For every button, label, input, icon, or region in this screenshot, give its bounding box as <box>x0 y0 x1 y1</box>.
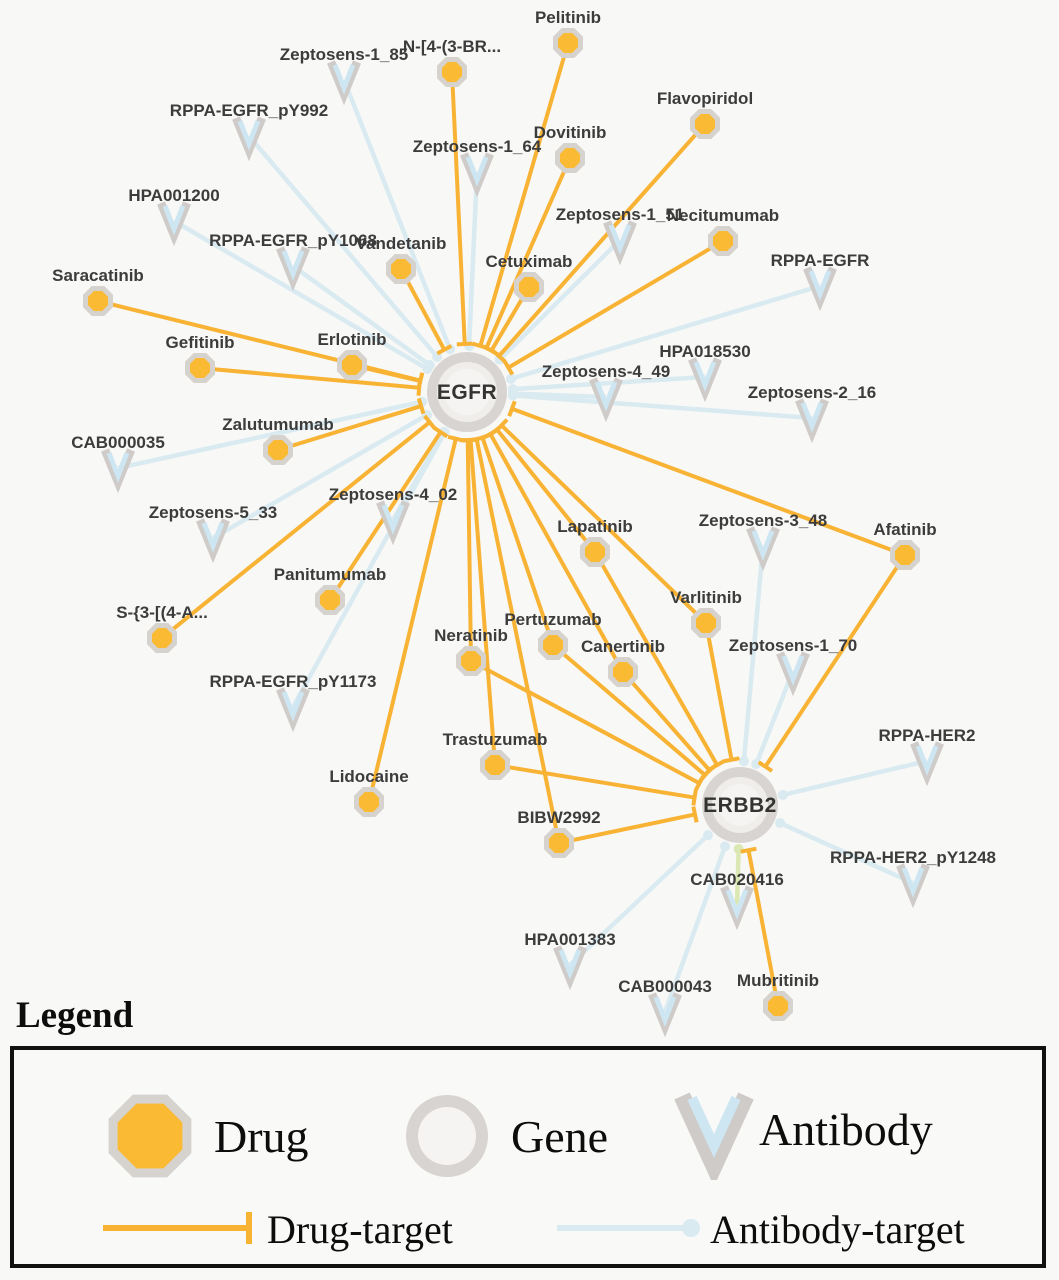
drug-node-s-3-4-a[interactable] <box>150 626 175 651</box>
antibody-node-zeptosens-3-48[interactable] <box>750 528 776 560</box>
edge-antibody-target-egfr-zeptosens-1-64 <box>469 172 477 346</box>
node-label-lidocaine: Lidocaine <box>329 767 409 786</box>
antibody-node-rppa-egfr[interactable] <box>807 268 833 300</box>
node-label-flavopiridol: Flavopiridol <box>656 89 754 108</box>
node-label-hpa001200: HPA001200 <box>128 186 220 205</box>
node-label-erlotinib: Erlotinib <box>317 330 387 349</box>
node-label-hpa018530: HPA018530 <box>659 342 751 361</box>
node-label-cab000043: CAB000043 <box>618 977 712 996</box>
drug-octagon-icon <box>611 660 636 685</box>
drug-node-n-4-3-br[interactable] <box>440 60 465 85</box>
drug-node-bibw2992[interactable] <box>547 831 572 856</box>
legend-gene-label: Gene <box>511 1111 609 1162</box>
antibody-node-hpa018530[interactable] <box>692 359 718 391</box>
node-label-n-4-3-br: N-[4-(3-BR... <box>402 37 502 56</box>
node-label-rppa-her2-py1248: RPPA-HER2_pY1248 <box>830 848 996 867</box>
drug-node-panitumumab[interactable] <box>318 588 343 613</box>
drug-octagon-icon <box>266 438 291 463</box>
node-label-pertuzumab: Pertuzumab <box>504 610 602 629</box>
node-label-rppa-her2: RPPA-HER2 <box>878 726 976 745</box>
node-label-lapatinib: Lapatinib <box>557 517 633 536</box>
drug-node-lidocaine[interactable] <box>357 790 382 815</box>
node-label-zeptosens-1-70: Zeptosens-1_70 <box>728 636 858 655</box>
drug-octagon-icon <box>86 289 111 314</box>
edge-endpoint-tee <box>693 807 696 823</box>
node-label-panitumumab: Panitumumab <box>273 565 387 584</box>
drug-node-lapatinib[interactable] <box>583 540 608 565</box>
node-label-rppa-egfr-py1173: RPPA-EGFR_pY1173 <box>209 672 377 691</box>
drug-octagon-icon <box>340 353 365 378</box>
drug-octagon-icon <box>483 753 508 778</box>
drug-octagon-icon <box>547 831 572 856</box>
node-label-zeptosens-4-49: Zeptosens-4_49 <box>541 362 671 381</box>
antibody-node-zeptosens-1-70[interactable] <box>780 653 806 685</box>
node-label-zeptosens-2-16: Zeptosens-2_16 <box>747 383 877 402</box>
drug-octagon-icon <box>389 257 414 282</box>
node-label-cetuximab: Cetuximab <box>485 252 573 271</box>
drug-octagon-icon <box>188 356 213 381</box>
node-label-zeptosens-1-51: Zeptosens-1_51 <box>555 205 685 224</box>
antibody-node-zeptosens-1-64[interactable] <box>464 154 490 186</box>
drug-octagon-icon <box>766 994 791 1019</box>
edge-drug-target-egfr-flavopiridol <box>499 124 705 356</box>
edge-endpoint-dot <box>508 390 518 400</box>
node-label-cab000035: CAB000035 <box>71 433 165 452</box>
drug-octagon-icon <box>694 611 719 636</box>
legend-box <box>10 1046 1046 1268</box>
edge-endpoint-tee <box>457 344 473 345</box>
drug-node-dovitinib[interactable] <box>558 146 583 171</box>
node-label-vandetanib: Vandetanib <box>355 234 447 253</box>
drug-octagon-icon <box>893 543 918 568</box>
edge-endpoint-tee <box>448 437 464 441</box>
drug-node-canertinib[interactable] <box>611 660 636 685</box>
node-label-zeptosens-5-33: Zeptosens-5_33 <box>148 503 278 522</box>
node-label-necitumumab: Necitumumab <box>666 206 780 225</box>
legend-drug-target-label: Drug-target <box>267 1207 453 1252</box>
edge-endpoint-dot <box>775 818 785 828</box>
legend-gene-icon <box>401 1090 493 1182</box>
gene-label-erbb2: ERBB2 <box>703 794 777 817</box>
node-label-cab020416: CAB020416 <box>690 870 784 889</box>
legend-antibody-icon <box>666 1080 762 1180</box>
legend-antibody-target-label: Antibody-target <box>710 1207 965 1252</box>
drug-octagon-icon <box>459 649 484 674</box>
drug-octagon-icon <box>517 275 542 300</box>
edge-antibody-target-erbb2-rppa-her2 <box>783 761 927 795</box>
edge-endpoint-tee <box>724 758 740 761</box>
drug-octagon-icon <box>556 31 581 56</box>
drug-octagon-icon <box>558 146 583 171</box>
node-label-zalutumumab: Zalutumumab <box>222 415 334 434</box>
node-labels <box>52 8 996 996</box>
node-label-saracatinib: Saracatinib <box>52 266 144 285</box>
node-label-bibw2992: BIBW2992 <box>517 808 601 827</box>
edge-drug-target-erbb2-canertinib <box>623 672 710 770</box>
antibody-node-rppa-her2[interactable] <box>914 743 940 775</box>
drug-node-varlitinib[interactable] <box>694 611 719 636</box>
edge-drug-target-egfr-trastuzumab <box>471 440 495 765</box>
node-label-s-3-4-a: S-{3-[(4-A... <box>116 603 208 622</box>
drug-octagon-icon <box>440 60 465 85</box>
node-label-varlitinib: Varlitinib <box>670 588 742 607</box>
drug-node-necitumumab[interactable] <box>711 229 736 254</box>
drug-octagon-icon <box>318 588 343 613</box>
legend-drug-target-edge-icon <box>99 1208 269 1248</box>
node-label-canertinib: Canertinib <box>580 637 666 656</box>
drug-octagon-icon <box>357 790 382 815</box>
drug-octagon-icon <box>150 626 175 651</box>
drug-node-saracatinib[interactable] <box>86 289 111 314</box>
node-label-rppa-egfr-py992: RPPA-EGFR_pY992 <box>169 101 329 120</box>
legend-drug-label: Drug <box>214 1111 309 1162</box>
node-label-neratinib: Neratinib <box>434 626 508 645</box>
gene-label-egfr: EGFR <box>436 381 498 404</box>
edge-endpoint-dot <box>425 360 435 370</box>
drug-node-afatinib[interactable] <box>893 543 918 568</box>
drug-node-flavopiridol[interactable] <box>693 112 718 137</box>
legend-title: Legend <box>16 995 134 1036</box>
edge-endpoint-tee <box>418 373 422 389</box>
edge-endpoint-tee <box>509 401 515 416</box>
edge-drug-target-egfr-n-4-3-br <box>452 72 465 344</box>
drug-node-trastuzumab[interactable] <box>483 753 508 778</box>
legend-antibody-target-edge-icon <box>553 1208 713 1248</box>
edge-drug-target-erbb2-varlitinib <box>706 623 732 760</box>
node-label-dovitinib: Dovitinib <box>533 123 607 142</box>
edge-endpoint-dot <box>778 790 788 800</box>
drug-octagon-icon <box>711 229 736 254</box>
node-label-mubritinib: Mubritinib <box>736 971 820 990</box>
drug-node-gefitinib[interactable] <box>188 356 213 381</box>
edge-endpoint-dot <box>739 756 749 766</box>
antibody-target-edges <box>118 80 927 1012</box>
node-label-zeptosens-4-02: Zeptosens-4_02 <box>328 485 458 504</box>
legend-antibody-label: Antibody <box>759 1104 933 1155</box>
drug-node-mubritinib[interactable] <box>766 994 791 1019</box>
node-label-zeptosens-1-85: Zeptosens-1_85 <box>279 45 409 64</box>
drug-node-neratinib[interactable] <box>459 649 484 674</box>
drug-octagon-icon <box>583 540 608 565</box>
edge-endpoint-dot <box>703 830 713 840</box>
legend-drug-icon <box>102 1088 198 1184</box>
drug-octagon-icon <box>541 633 566 658</box>
drug-node-zalutumumab[interactable] <box>266 438 291 463</box>
node-label-afatinib: Afatinib <box>873 520 937 539</box>
node-label-zeptosens-3-48: Zeptosens-3_48 <box>698 511 828 530</box>
node-label-trastuzumab: Trastuzumab <box>442 730 548 749</box>
drug-octagon-icon <box>693 112 718 137</box>
edge-endpoint-dot <box>720 841 730 851</box>
node-label-rppa-egfr-py1068: RPPA-EGFR_pY1068 <box>209 231 377 250</box>
node-label-pelitinib: Pelitinib <box>534 8 602 27</box>
node-label-gefitinib: Gefitinib <box>165 333 235 352</box>
drug-node-pertuzumab[interactable] <box>541 633 566 658</box>
node-label-hpa001383: HPA001383 <box>524 930 616 949</box>
antibody-node-zeptosens-1-85[interactable] <box>331 62 357 94</box>
drug-node-pelitinib[interactable] <box>556 31 581 56</box>
drug-node-erlotinib[interactable] <box>340 353 365 378</box>
node-label-zeptosens-1-64: Zeptosens-1_64 <box>412 137 542 156</box>
edge-endpoint-tee <box>693 790 696 806</box>
node-label-rppa-egfr: RPPA-EGFR <box>770 251 870 270</box>
drug-node-vandetanib[interactable] <box>389 257 414 282</box>
antibody-node-hpa001200[interactable] <box>161 203 187 235</box>
edge-drug-target-erbb2-trastuzumab <box>495 765 695 798</box>
drug-node-cetuximab[interactable] <box>517 275 542 300</box>
